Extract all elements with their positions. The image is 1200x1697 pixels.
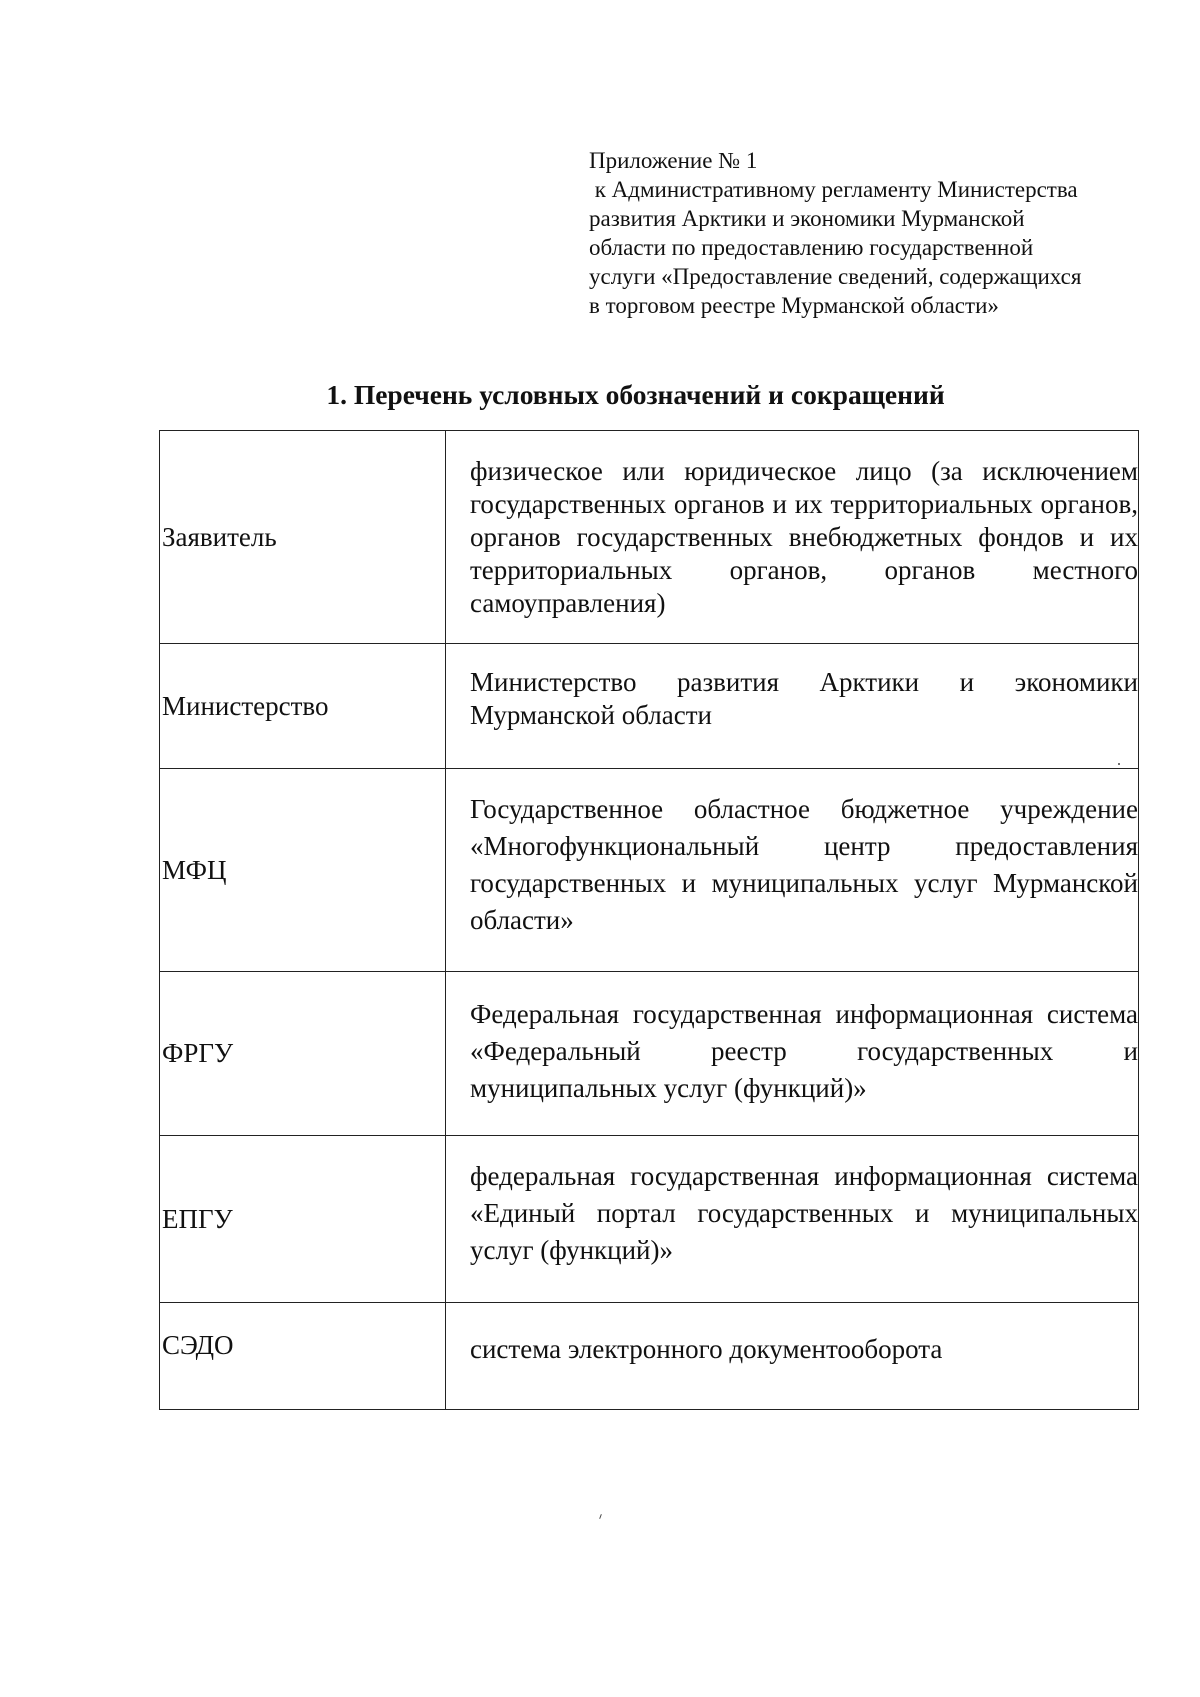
definition-cell [446, 644, 1139, 769]
definition-text: физическое или юридическое лицо (за исключением государственных органов и их территориальных органов, органов государственных внебюджетных фондов и их территориальных органов, органов местного самоуправления) [470, 456, 1138, 618]
term-cell: ФРГУ [160, 972, 446, 1136]
scan-speck [1118, 763, 1120, 765]
definition-text: Государственное областное бюджетное учреждение «Многофункциональный центр предоставления государственных и муниципальных услуг Мурманской области» [470, 794, 1138, 935]
term-cell: Министерство [160, 644, 446, 769]
appendix-line: развития Арктики и экономики Мурманской [589, 206, 1025, 231]
term-cell [160, 1303, 446, 1410]
definition-cell [446, 1303, 1139, 1410]
term-cell: МФЦ [160, 769, 446, 972]
scan-speck [599, 1514, 602, 1519]
definition-cell [446, 769, 1139, 972]
table-row [160, 431, 1139, 644]
definition-cell [446, 972, 1139, 1136]
definition-text: система электронного документооборота [470, 1334, 943, 1364]
appendix-line: Приложение № 1 [589, 148, 758, 173]
definition-text: Министерство развития Арктики и экономики Мурманской области [470, 667, 1138, 730]
definition-cell [446, 431, 1139, 644]
term-cell: Заявитель [160, 431, 446, 644]
definition-text: Федеральная государственная информационная система «Федеральный реестр государственных и муниципальных услуг (функций)» [470, 999, 1138, 1103]
appendix-line: услуги «Предоставление сведений, содержащихся [589, 264, 1082, 289]
term-text: СЭДО [162, 1330, 234, 1360]
appendix-line: области по предоставлению государственной [589, 235, 1034, 260]
appendix-line: в торговом реестре Мурманской области» [589, 293, 999, 318]
table-row [160, 769, 1139, 972]
table-row [160, 972, 1139, 1136]
table-row [160, 1136, 1139, 1303]
abbreviations-table [159, 430, 1139, 1410]
table-row [160, 1303, 1139, 1410]
section-title: 1. Перечень условных обозначений и сокращений [326, 379, 945, 410]
appendix-line: к Административному регламенту Министерства [589, 177, 1078, 202]
definition-cell [446, 1136, 1139, 1303]
appendix-header [589, 146, 1149, 320]
table-row [160, 644, 1139, 769]
term-cell: ЕПГУ [160, 1136, 446, 1303]
definition-text: федеральная государственная информационная система «Единый портал государственных и муниципальных услуг (функций)» [470, 1161, 1138, 1265]
